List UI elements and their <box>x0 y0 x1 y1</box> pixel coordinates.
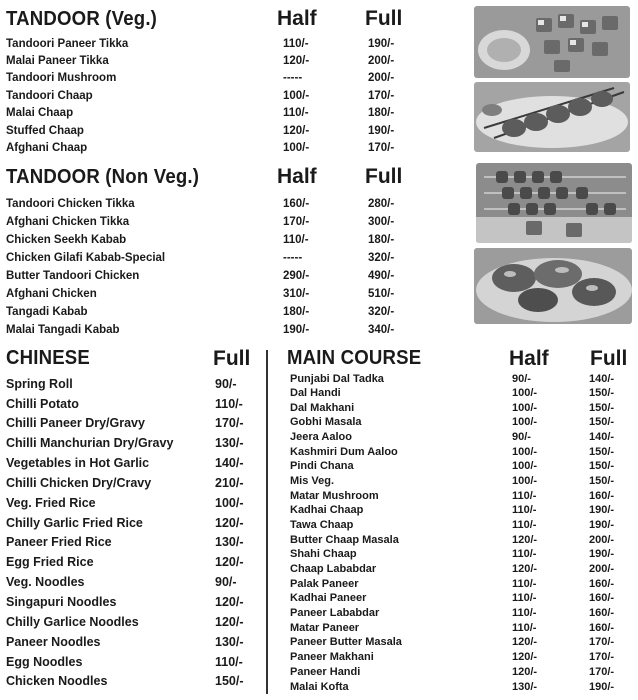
item-full-price: 190/- <box>589 504 615 516</box>
item-full-price: 100/- <box>215 496 244 510</box>
item-full-price: 150/- <box>589 446 615 458</box>
item-name: Tandoori Paneer Tikka <box>6 38 129 50</box>
item-half-price: 110/- <box>512 578 537 590</box>
item-full-price: 90/- <box>215 575 237 589</box>
item-half-price: 110/- <box>283 107 309 119</box>
item-name: Paneer Makhani <box>290 651 374 663</box>
item-half-price: 110/- <box>512 490 537 502</box>
item-name: Egg Fried Rice <box>6 555 94 569</box>
item-full-price: 180/- <box>368 107 395 119</box>
item-name: Chaap Lababdar <box>290 563 377 575</box>
list-item <box>0 52 638 70</box>
item-half-price: 100/- <box>512 416 538 428</box>
item-half-price: 110/- <box>283 38 309 50</box>
item-half-price: 110/- <box>512 519 537 531</box>
item-name: Stuffed Chaap <box>6 125 84 137</box>
list-item <box>0 303 638 321</box>
item-half-price: 160/- <box>283 198 310 210</box>
item-full-price: 490/- <box>368 270 395 282</box>
item-name: Punjabi Dal Tadka <box>290 373 384 385</box>
list-item <box>0 104 638 122</box>
item-name: Tandoori Chaap <box>6 90 93 102</box>
item-name: Malai Kofta <box>290 681 349 693</box>
item-half-price: 90/- <box>512 431 531 443</box>
item-half-price: 90/- <box>512 373 531 385</box>
item-half-price: 100/- <box>283 142 310 154</box>
item-name: Paneer Fried Rice <box>6 535 112 549</box>
item-half-price: 100/- <box>512 446 538 458</box>
item-full-price: 140/- <box>215 456 244 470</box>
item-name: Pindi Chana <box>290 460 354 472</box>
item-full-price: 150/- <box>589 475 615 487</box>
item-half-price: 100/- <box>512 402 538 414</box>
item-half-price: 190/- <box>283 324 310 336</box>
item-name: Palak Paneer <box>290 578 359 590</box>
item-name: Malai Tangadi Kabab <box>6 324 120 336</box>
item-full-price: 340/- <box>368 324 395 336</box>
main-course-title: MAIN COURSE <box>287 347 422 369</box>
item-full-price: 170/- <box>589 636 615 648</box>
item-half-price: 120/- <box>283 55 310 67</box>
item-full-price: 130/- <box>215 436 244 450</box>
item-name: Spring Roll <box>6 377 73 391</box>
item-full-price: 200/- <box>368 72 395 84</box>
tandoor-nonveg-title: TANDOOR (Non Veg.) <box>6 166 200 188</box>
item-full-price: 150/- <box>589 416 615 428</box>
item-full-price: 280/- <box>368 198 395 210</box>
item-full-price: 110/- <box>215 655 243 669</box>
item-full-price: 160/- <box>589 622 615 634</box>
item-half-price: 120/- <box>512 534 538 546</box>
item-half-price: 120/- <box>283 125 310 137</box>
main-course-half-header: Half <box>509 347 549 370</box>
item-full-price: 170/- <box>589 651 615 663</box>
item-full-price: 120/- <box>215 615 244 629</box>
item-name: Chilly Garlic Fried Rice <box>6 516 143 530</box>
item-full-price: 150/- <box>589 387 615 399</box>
item-full-price: 140/- <box>589 431 615 443</box>
item-full-price: 180/- <box>368 234 395 246</box>
item-half-price: 310/- <box>283 288 310 300</box>
item-full-price: 300/- <box>368 216 395 228</box>
tandoor-nonveg-full-header: Full <box>365 165 403 188</box>
item-name: Tandoori Mushroom <box>6 72 117 84</box>
item-name: Dal Handi <box>290 387 341 399</box>
item-name: Afghani Chaap <box>6 142 88 154</box>
item-half-price: 120/- <box>512 651 538 663</box>
item-full-price: 200/- <box>368 55 395 67</box>
list-item <box>0 69 638 87</box>
item-full-price: 190/- <box>368 125 395 137</box>
item-name: Tandoori Chicken Tikka <box>6 198 135 210</box>
item-full-price: 150/- <box>215 674 244 688</box>
list-item <box>0 285 638 303</box>
item-full-price: 170/- <box>368 142 395 154</box>
list-item <box>0 87 638 105</box>
item-full-price: 320/- <box>368 252 395 264</box>
list-item <box>0 267 638 285</box>
item-name: Chicken Noodles <box>6 674 108 688</box>
item-full-price: 160/- <box>589 578 615 590</box>
item-name: Veg. Noodles <box>6 575 85 589</box>
list-item <box>0 213 638 231</box>
item-name: Tawa Chaap <box>290 519 354 531</box>
item-half-price: 170/- <box>283 216 310 228</box>
item-name: Jeera Aaloo <box>290 431 352 443</box>
item-name: Mis Veg. <box>290 475 335 487</box>
item-full-price: 510/- <box>368 288 395 300</box>
item-name: Kashmiri Dum Aaloo <box>290 446 398 458</box>
item-name: Chilli Manchurian Dry/Gravy <box>6 436 174 450</box>
item-name: Chilli Chicken Dry/Cravy <box>6 476 152 490</box>
tandoor-veg-full-header: Full <box>365 7 403 30</box>
list-item <box>0 231 638 249</box>
item-name: Chicken Seekh Kabab <box>6 234 127 246</box>
item-full-price: 130/- <box>215 535 244 549</box>
item-name: Paneer Noodles <box>6 635 101 649</box>
item-full-price: 210/- <box>215 476 244 490</box>
item-name: Egg Noodles <box>6 655 83 669</box>
list-item <box>0 195 638 213</box>
item-full-price: 190/- <box>589 519 615 531</box>
item-full-price: 190/- <box>589 681 615 693</box>
item-full-price: 90/- <box>215 377 237 391</box>
item-full-price: 170/- <box>368 90 395 102</box>
item-name: Kadhai Chaap <box>290 504 364 516</box>
list-item <box>0 139 638 157</box>
item-half-price: 110/- <box>512 504 537 516</box>
item-half-price: 110/- <box>512 607 537 619</box>
item-name: Malai Paneer Tikka <box>6 55 109 67</box>
tandoor-veg-title: TANDOOR (Veg.) <box>6 8 158 30</box>
chinese-title: CHINESE <box>6 347 90 369</box>
item-name: Chilli Potato <box>6 397 79 411</box>
item-full-price: 140/- <box>589 373 615 385</box>
item-half-price: 120/- <box>512 636 538 648</box>
item-full-price: 200/- <box>589 563 615 575</box>
item-half-price: 100/- <box>512 460 538 472</box>
item-half-price: ----- <box>283 252 303 264</box>
list-item <box>0 249 638 267</box>
item-half-price: 110/- <box>512 548 537 560</box>
list-item <box>0 321 638 339</box>
item-half-price: 100/- <box>283 90 310 102</box>
item-name: Gobhi Masala <box>290 416 362 428</box>
chinese-full-header: Full <box>213 347 251 370</box>
item-half-price: 110/- <box>512 622 537 634</box>
item-full-price: 150/- <box>589 402 615 414</box>
item-half-price: 100/- <box>512 387 538 399</box>
item-name: Singapuri Noodles <box>6 595 117 609</box>
item-name: Tangadi Kabab <box>6 306 88 318</box>
item-name: Chicken Gilafi Kabab-Special <box>6 252 166 264</box>
item-full-price: 160/- <box>589 490 615 502</box>
item-name: Afghani Chicken Tikka <box>6 216 130 228</box>
item-half-price: 130/- <box>512 681 538 693</box>
item-name: Kadhai Paneer <box>290 592 367 604</box>
item-name: Paneer Lababdar <box>290 607 380 619</box>
item-half-price: 100/- <box>512 475 538 487</box>
list-item <box>0 35 638 53</box>
main-course-full-header: Full <box>590 347 628 370</box>
item-half-price: ----- <box>283 72 303 84</box>
item-full-price: 160/- <box>589 592 615 604</box>
tandoor-veg-half-header: Half <box>277 7 317 30</box>
item-full-price: 110/- <box>215 397 243 411</box>
list-item <box>0 122 638 140</box>
item-half-price: 110/- <box>283 234 309 246</box>
item-name: Dal Makhani <box>290 402 355 414</box>
item-name: Malai Chaap <box>6 107 74 119</box>
item-name: Butter Chaap Masala <box>290 534 399 546</box>
item-name: Shahi Chaap <box>290 548 357 560</box>
item-full-price: 170/- <box>589 666 615 678</box>
item-name: Matar Mushroom <box>290 490 379 502</box>
item-name: Paneer Handi <box>290 666 361 678</box>
item-name: Matar Paneer <box>290 622 360 634</box>
item-full-price: 120/- <box>215 595 244 609</box>
list-item <box>0 680 638 698</box>
item-full-price: 200/- <box>589 534 615 546</box>
item-full-price: 190/- <box>589 548 615 560</box>
item-full-price: 130/- <box>215 635 244 649</box>
item-name: Paneer Butter Masala <box>290 636 402 648</box>
item-name: Veg. Fried Rice <box>6 496 96 510</box>
item-half-price: 110/- <box>512 592 537 604</box>
item-full-price: 190/- <box>368 38 395 50</box>
item-name: Butter Tandoori Chicken <box>6 270 140 282</box>
item-full-price: 120/- <box>215 516 244 530</box>
item-name: Chilli Paneer Dry/Gravy <box>6 416 145 430</box>
item-full-price: 120/- <box>215 555 244 569</box>
item-full-price: 160/- <box>589 607 615 619</box>
item-half-price: 290/- <box>283 270 310 282</box>
item-full-price: 170/- <box>215 416 244 430</box>
item-half-price: 180/- <box>283 306 310 318</box>
item-name: Chilly Garlice Noodles <box>6 615 139 629</box>
item-full-price: 320/- <box>368 306 395 318</box>
tandoor-nonveg-half-header: Half <box>277 165 317 188</box>
item-full-price: 150/- <box>589 460 615 472</box>
item-half-price: 120/- <box>512 666 538 678</box>
item-name: Vegetables in Hot Garlic <box>6 456 150 470</box>
item-half-price: 120/- <box>512 563 538 575</box>
item-name: Afghani Chicken <box>6 288 97 300</box>
